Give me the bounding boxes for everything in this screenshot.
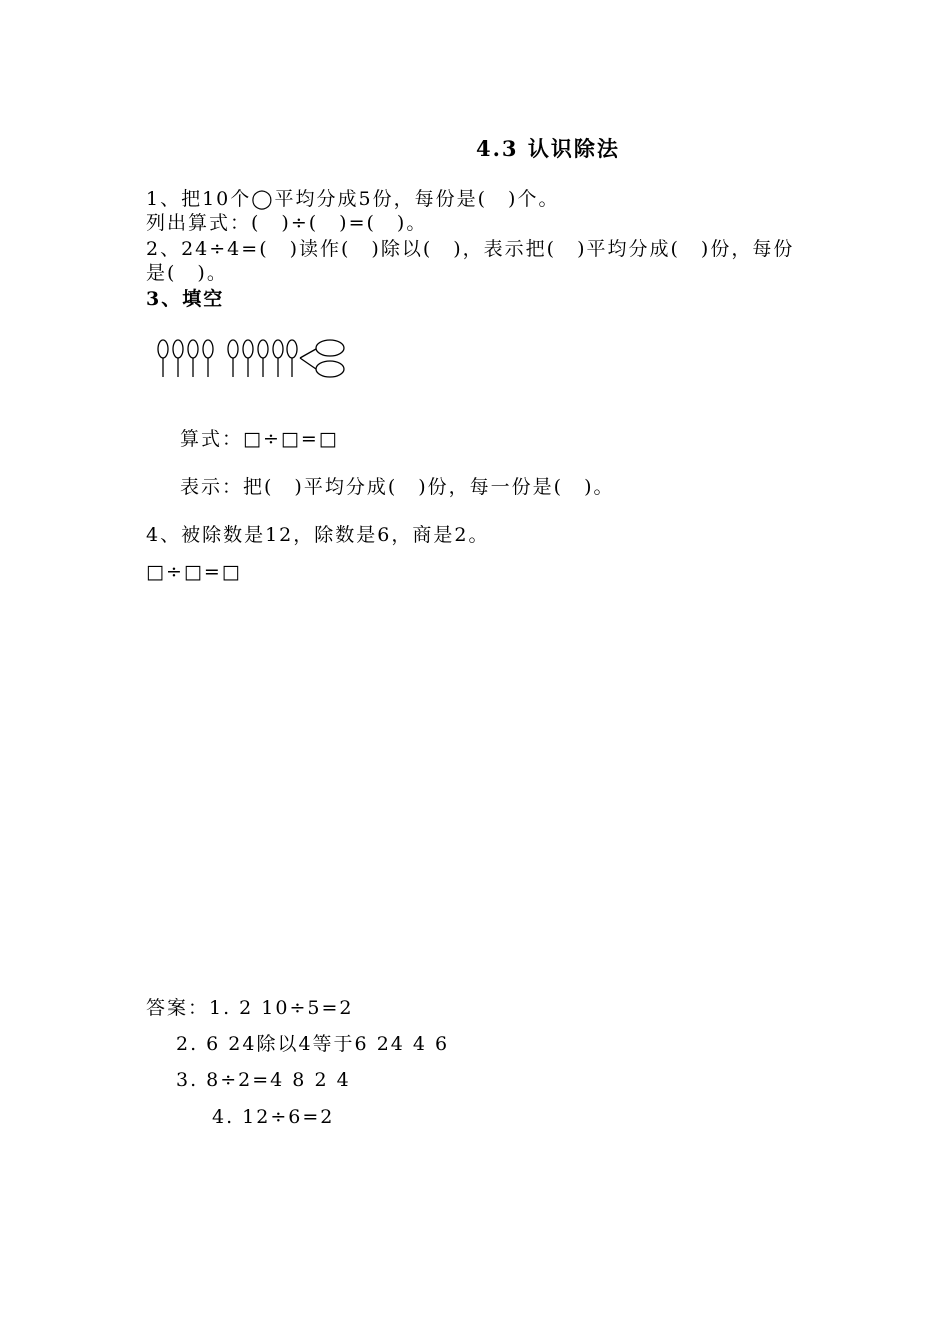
question-1-line-1: 1、把10个◯平均分成5份，每份是( )个。 (146, 188, 560, 210)
answer-2: 2. 6 24除以4等于6 24 4 6 (176, 1033, 450, 1055)
question-4-line-1: 4、被除数是12，除数是6，商是2。 (146, 524, 490, 546)
question-2-line-1: 2、24÷4=( )读作( )除以( )，表示把( )平均分成( )份，每份 (146, 238, 795, 260)
answer-1: 答案：1. 2 10÷5=2 (146, 997, 354, 1019)
page-title: 4.3 认识除法 (476, 136, 620, 161)
question-4-line-2: □÷□=□ (146, 561, 242, 583)
question-3-meaning: 表示：把( )平均分成( )份，每一份是( )。 (180, 476, 615, 498)
question-3-heading: 3、填空 (146, 288, 225, 310)
question-2-line-2: 是( )。 (146, 262, 228, 284)
lollipops-icon (158, 340, 297, 377)
answer-4: 4. 12÷6=2 (212, 1106, 335, 1128)
answer-3: 3. 8÷2=4 8 2 4 (176, 1069, 351, 1091)
plates-icon (300, 340, 344, 377)
question-3-formula: 算式：□÷□=□ (180, 428, 339, 450)
lollipop-division-picture (152, 336, 352, 386)
question-1-line-2: 列出算式：( )÷( )=( )。 (146, 212, 428, 234)
